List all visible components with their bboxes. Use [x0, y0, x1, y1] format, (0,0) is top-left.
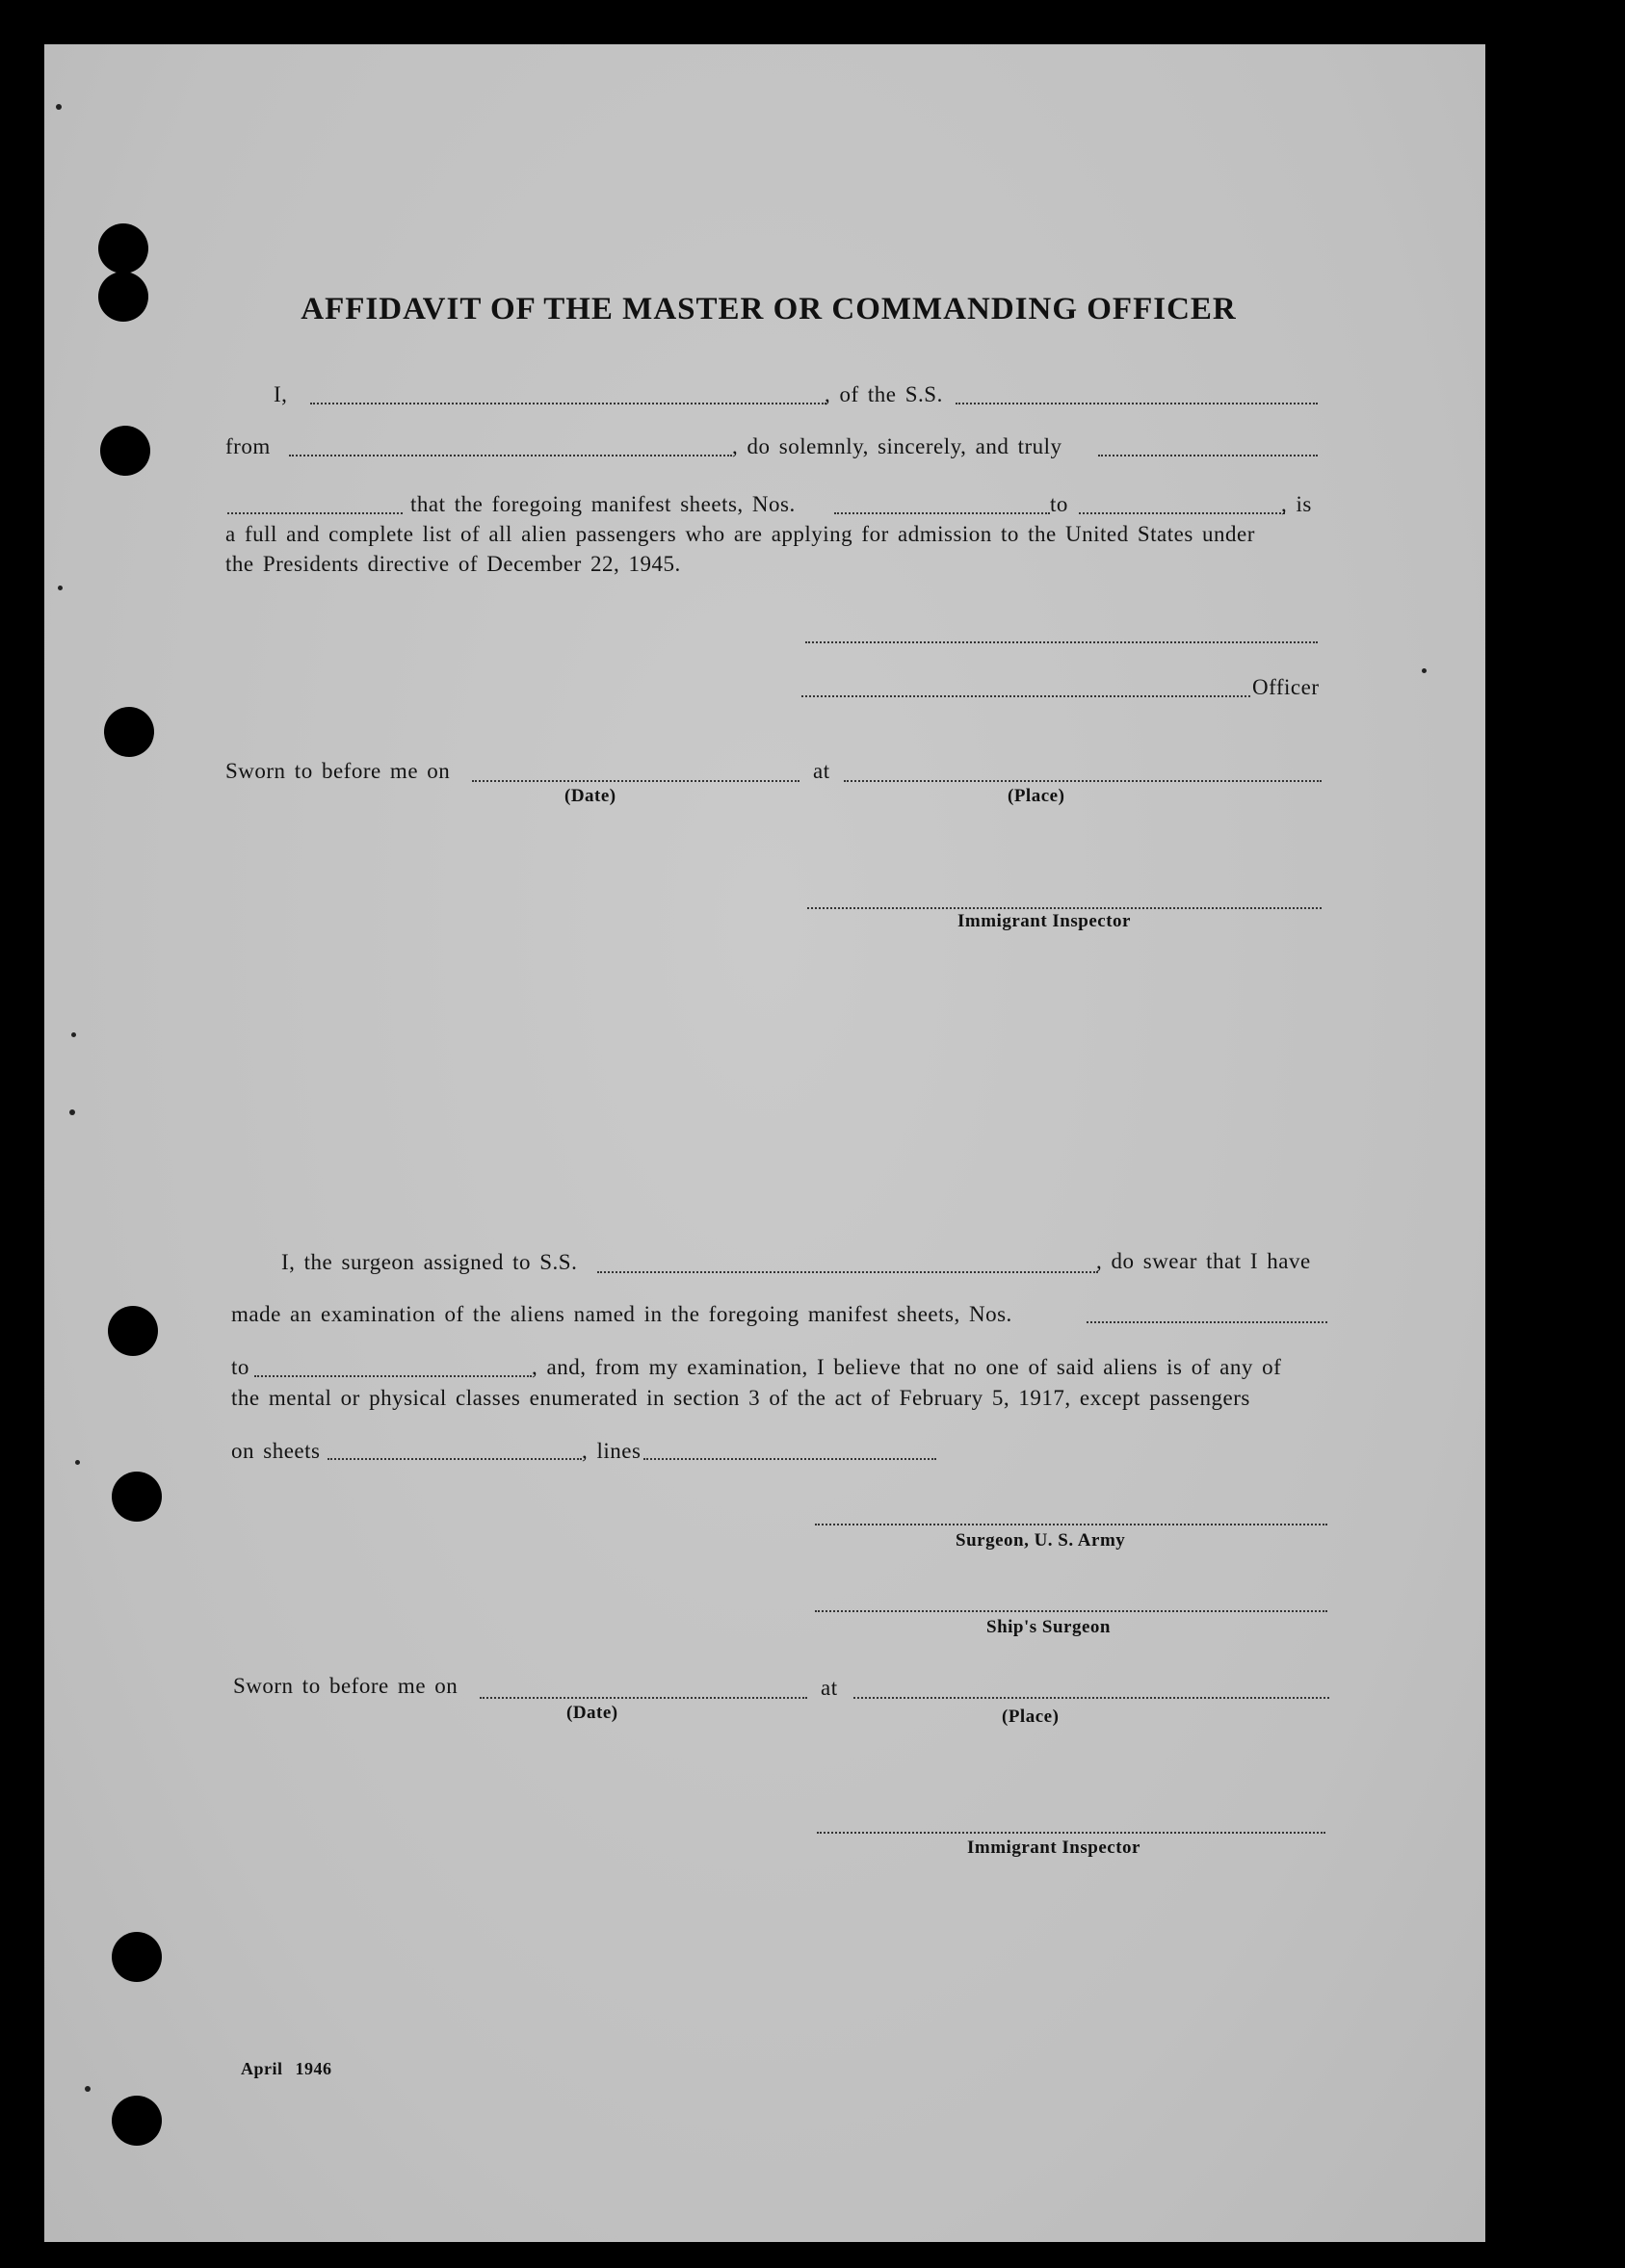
form-title: AFFIDAVIT OF THE MASTER OR COMMANDING OFFICER: [301, 292, 1237, 326]
master-swear-field-2[interactable]: [227, 512, 403, 514]
surgeon-sworn-label: Sworn to before me on: [233, 1674, 459, 1698]
surgeon-swear-label: , do swear that I have: [1096, 1249, 1311, 1273]
officer-label: Officer: [1252, 675, 1320, 699]
master-that-label: that the foregoing manifest sheets, Nos.: [410, 492, 796, 516]
speck: [1422, 668, 1427, 673]
punch-hole: [100, 426, 150, 476]
surgeon-sworn-date-field[interactable]: [480, 1697, 807, 1699]
surgeon-lines-field[interactable]: [643, 1458, 936, 1460]
form-page: [44, 44, 1485, 2242]
punch-hole: [112, 1472, 162, 1522]
master-sworn-date-field[interactable]: [472, 780, 799, 782]
army-surgeon-signature-line[interactable]: [815, 1524, 1327, 1525]
master-of-ss-label: , of the S.S.: [825, 382, 943, 406]
ship-surgeon-signature-line[interactable]: [815, 1610, 1327, 1612]
officer-signature-line[interactable]: [801, 695, 1250, 697]
surgeon-line1-label: I, the surgeon assigned to S.S.: [281, 1250, 578, 1274]
punch-hole: [108, 1306, 158, 1356]
surgeon-place-caption: (Place): [1002, 1707, 1060, 1727]
master-sworn-place-field[interactable]: [844, 780, 1322, 782]
master-i-label: I,: [274, 382, 288, 406]
surgeon-to-label: to: [231, 1355, 249, 1379]
surgeon-sheet-from-field[interactable]: [1087, 1321, 1327, 1323]
surgeon-sworn-place-field[interactable]: [853, 1697, 1329, 1699]
master-at-label: at: [813, 759, 830, 783]
speck: [75, 1460, 80, 1465]
surgeon-inspector-signature-line[interactable]: [817, 1832, 1325, 1834]
surgeon-lines-label: , lines: [582, 1439, 642, 1463]
master-to-label: to: [1050, 492, 1068, 516]
surgeon-line3: , and, from my examination, I believe that no one of said aliens is of any of: [532, 1355, 1282, 1379]
master-name-field[interactable]: [310, 403, 826, 404]
speck: [56, 104, 62, 110]
surgeon-on-sheets-label: on sheets: [231, 1439, 321, 1463]
master-sheet-from-field[interactable]: [834, 512, 1050, 514]
master-solemnly-label: , do solemnly, sincerely, and truly: [732, 434, 1062, 458]
surgeon-line2: made an examination of the aliens named in the foregoing manifest sheets, Nos.: [231, 1302, 1012, 1326]
master-body-line2: a full and complete list of all alien passengers who are applying for admission to the United States under: [225, 522, 1255, 546]
master-is-label: , is: [1281, 492, 1312, 516]
surgeon-line4: the mental or physical classes enumerated in section 3 of the act of February 5, 1917, except passengers: [231, 1386, 1250, 1410]
army-surgeon-caption: Surgeon, U. S. Army: [956, 1530, 1126, 1551]
master-inspector-caption: Immigrant Inspector: [957, 911, 1131, 931]
surgeon-ship-field[interactable]: [597, 1271, 1098, 1273]
surgeon-inspector-caption: Immigrant Inspector: [967, 1838, 1140, 1858]
surgeon-sheet-to-field[interactable]: [254, 1375, 532, 1377]
master-sworn-label: Sworn to before me on: [225, 759, 451, 783]
master-signature-line[interactable]: [805, 641, 1318, 643]
punch-hole: [112, 1932, 162, 1982]
speck: [71, 1032, 76, 1037]
surgeon-at-label: at: [821, 1676, 838, 1700]
master-date-caption: (Date): [564, 786, 616, 806]
master-inspector-signature-line[interactable]: [807, 907, 1322, 909]
surgeon-sheets-field[interactable]: [328, 1458, 582, 1460]
master-swear-field[interactable]: [1098, 455, 1318, 456]
punch-hole: [112, 2096, 162, 2146]
speck: [85, 2086, 91, 2092]
master-body-line3: the Presidents directive of December 22, 1945.: [225, 552, 681, 576]
punch-hole: [104, 707, 154, 757]
master-from-field[interactable]: [289, 455, 732, 456]
master-ship-field[interactable]: [956, 403, 1318, 404]
master-from-label: from: [225, 434, 271, 458]
speck: [58, 586, 63, 590]
master-sheet-to-field[interactable]: [1079, 512, 1285, 514]
ship-surgeon-caption: Ship's Surgeon: [986, 1617, 1111, 1637]
speck: [69, 1109, 75, 1115]
master-place-caption: (Place): [1008, 786, 1065, 806]
form-date-footer: April 1946: [241, 2059, 332, 2078]
punch-hole: [98, 223, 148, 274]
surgeon-date-caption: (Date): [566, 1703, 618, 1723]
